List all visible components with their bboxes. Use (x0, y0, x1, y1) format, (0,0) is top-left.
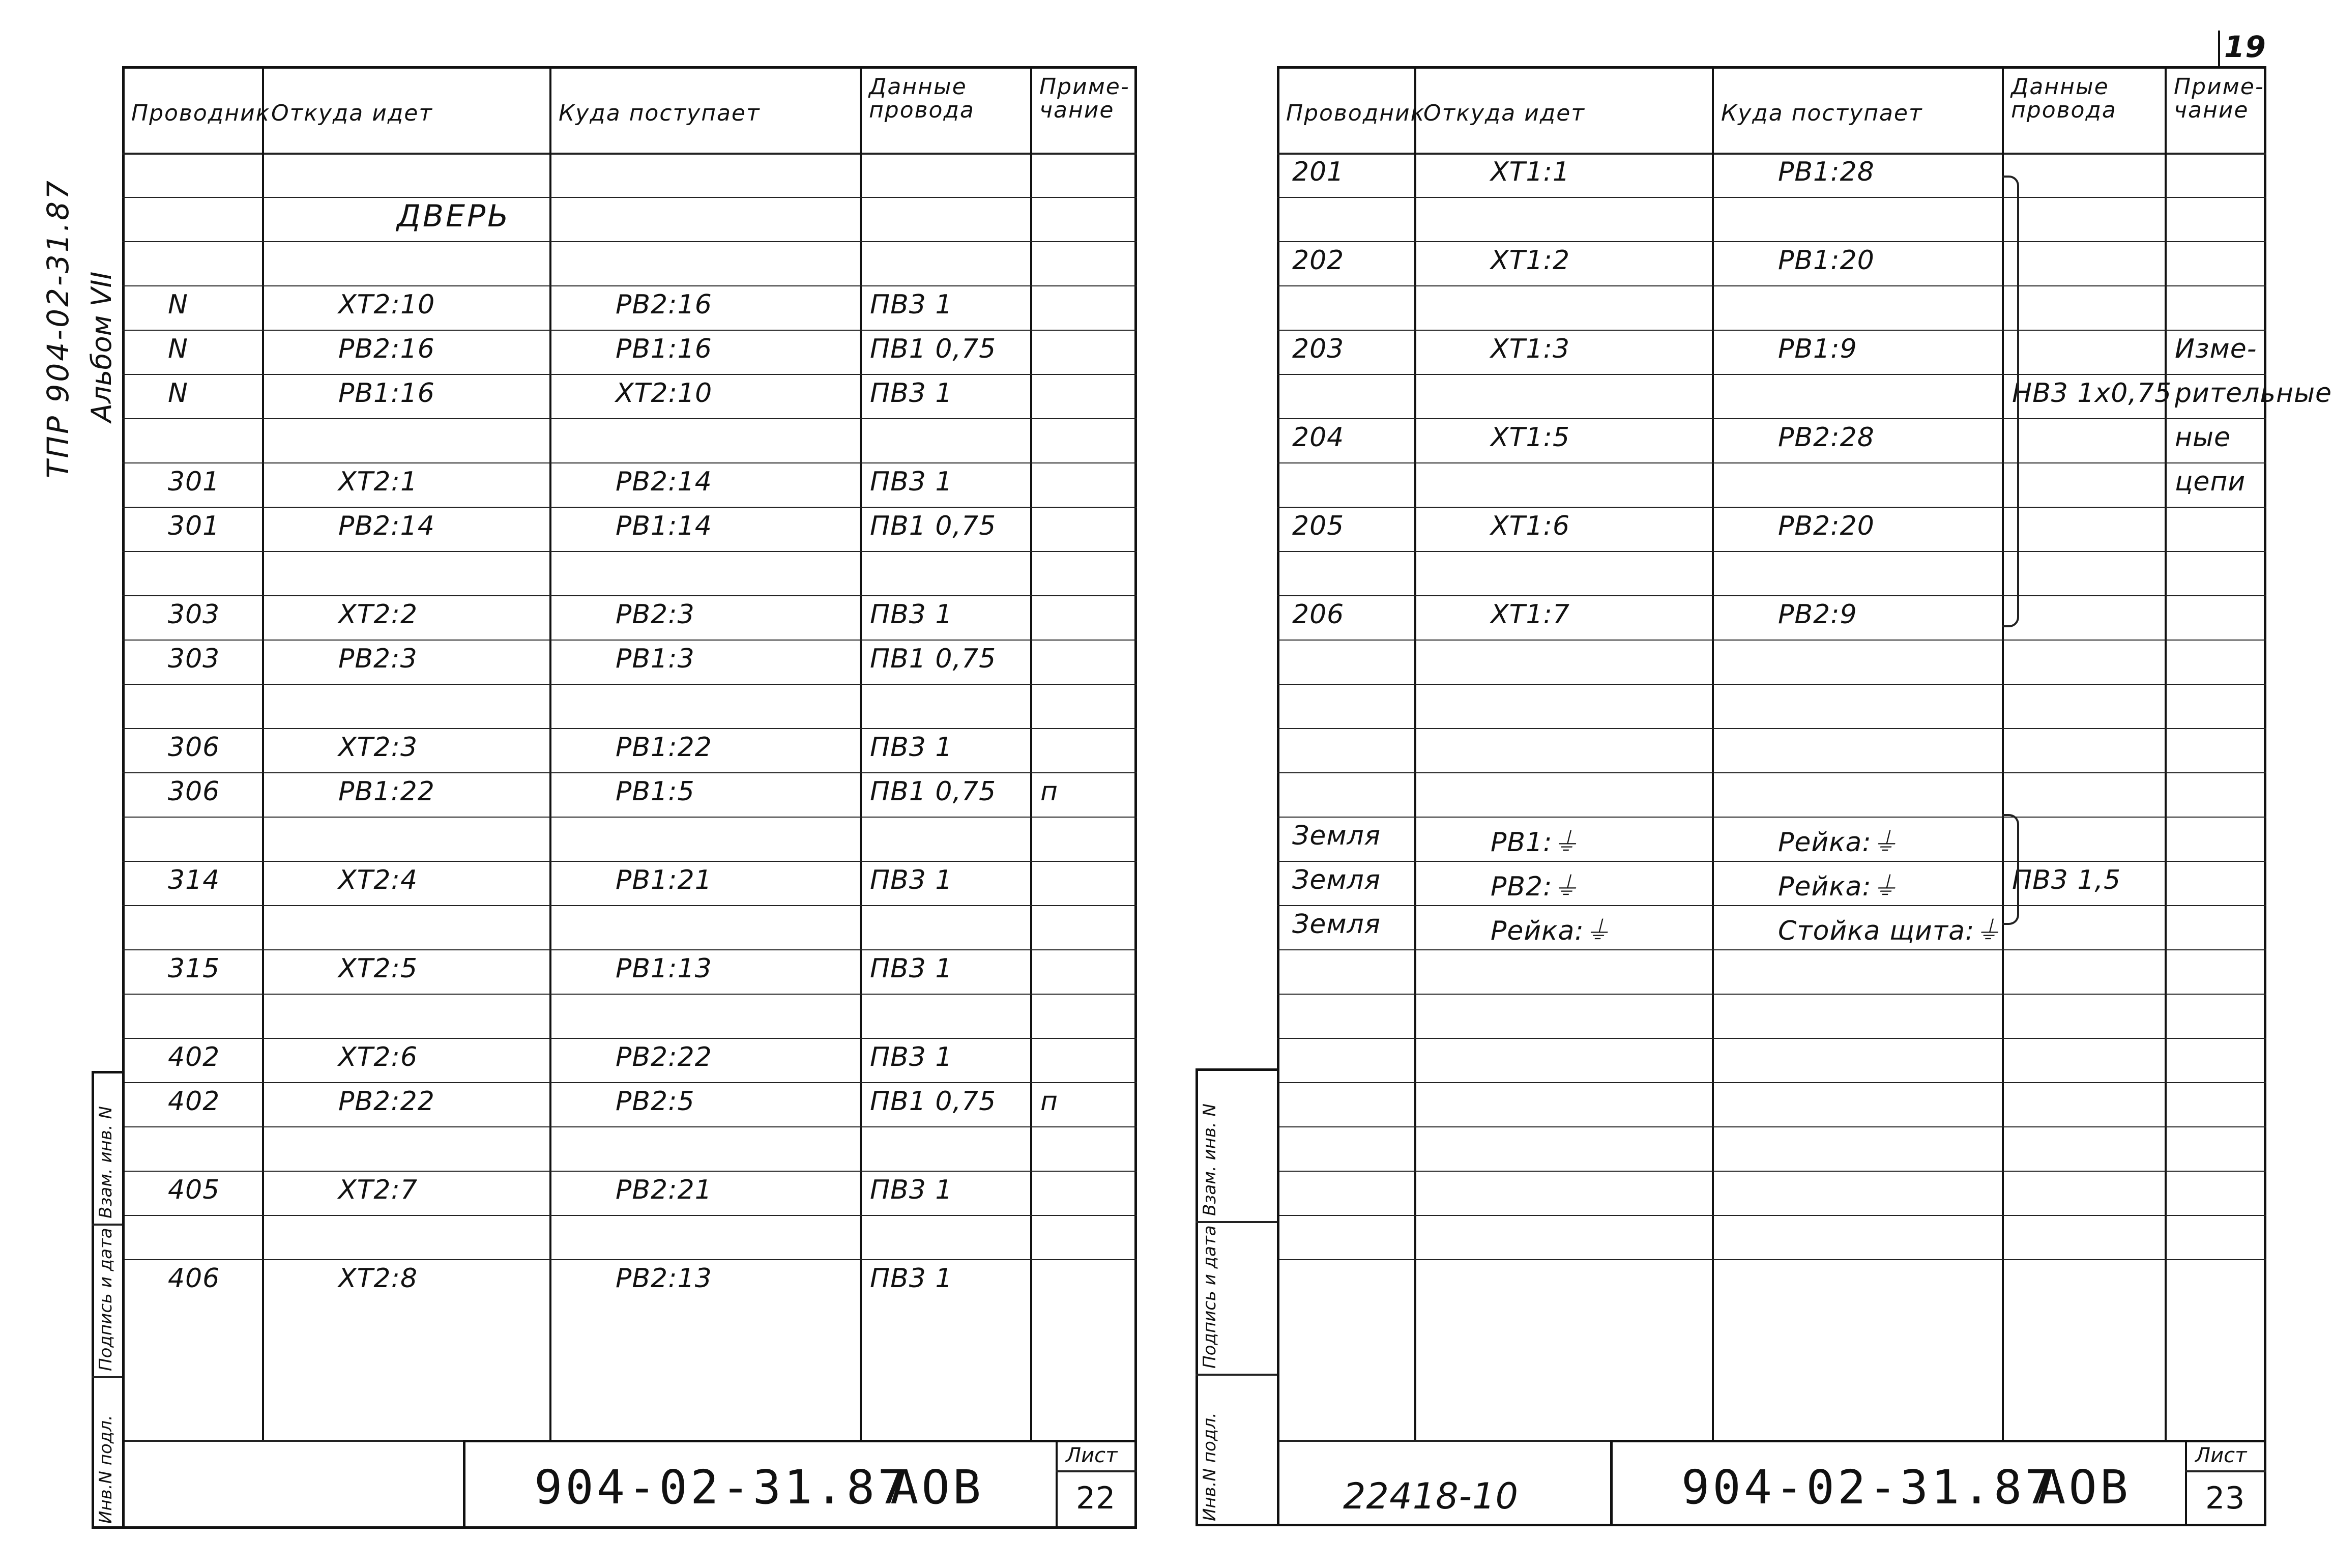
left-col-line (262, 66, 264, 1440)
right-row-line (1277, 418, 2266, 419)
right-row-line (1277, 772, 2266, 773)
right-doc-title: 904-02-31.87 (1681, 1460, 2056, 1515)
left-cell: ПВ3 1 (870, 467, 953, 497)
left-sheet-number: 22 (1076, 1480, 1116, 1516)
right-cell: PB2:20 (1778, 511, 1875, 541)
right-header-0: Проводник (1286, 100, 1425, 126)
left-cell: PB1:21 (616, 865, 712, 895)
right-cell: Рейка:⏚ (1778, 827, 1899, 858)
left-row-line (122, 197, 1137, 198)
left-cell: XT2:6 (338, 1042, 418, 1072)
right-row-line (1277, 197, 2266, 198)
left-cell: 406 (168, 1263, 220, 1294)
left-cell: PB1:16 (616, 334, 712, 364)
left-cell: XT2:3 (338, 732, 418, 763)
left-sheet-line (1056, 1470, 1137, 1472)
right-header-line (1277, 153, 2266, 155)
right-cell: PB1:20 (1778, 245, 1875, 276)
left-row-line (122, 330, 1137, 331)
right-stamp-label-0: Инв.N подл. (1200, 1412, 1220, 1521)
right-stamp-label-1: Подпись и дата (1200, 1225, 1220, 1369)
left-cell: PB2:21 (616, 1175, 712, 1205)
left-row-line (122, 1082, 1137, 1083)
right-row-line (1277, 374, 2266, 375)
left-row-line (122, 595, 1137, 596)
left-cell: 303 (168, 644, 220, 674)
left-cell: п (1040, 776, 1058, 807)
right-cell: Стойка щита:⏚ (1778, 916, 2002, 946)
right-cell: ные (2175, 422, 2231, 453)
right-row-line (1277, 1259, 2266, 1260)
right-cell: PB1:⏚ (1491, 827, 1580, 858)
right-sheet-number: 23 (2205, 1480, 2246, 1516)
left-stamp-label-0: Инв.N подл. (96, 1415, 116, 1524)
right-cell: 206 (1292, 599, 1345, 630)
left-row-line (122, 241, 1137, 242)
left-header-4: Приме- чание (1039, 74, 1130, 124)
right-row-line (1277, 1171, 2266, 1172)
left-cell: ПВ1 0,75 (870, 511, 997, 541)
left-cell: ПВ3 1 (870, 1042, 953, 1072)
left-row-line (122, 507, 1137, 508)
left-row-line (122, 551, 1137, 552)
right-cell: PB2:28 (1778, 422, 1875, 453)
left-cell: ПВ1 0,75 (870, 644, 997, 674)
left-row-line (122, 1259, 1137, 1260)
left-cell: PB2:16 (338, 334, 435, 364)
right-cell: 201 (1292, 157, 1345, 187)
left-cell: ПВ3 1 (870, 378, 953, 409)
right-inv-number: 22418-10 (1343, 1475, 1519, 1517)
right-header-1: Откуда идет (1423, 100, 1585, 126)
left-row-line (122, 994, 1137, 995)
left-cell: п (1040, 1086, 1058, 1117)
left-cell: PB2:13 (616, 1263, 712, 1294)
left-cell: PB1:13 (616, 953, 712, 984)
right-cell: PB1:9 (1778, 334, 1857, 364)
left-cell: XT2:8 (338, 1263, 418, 1294)
right-row-line (1277, 595, 2266, 596)
right-row-line (1277, 1038, 2266, 1039)
right-col-line (2165, 66, 2167, 1440)
left-doc-code: АОВ (890, 1460, 984, 1515)
left-cell: N (168, 334, 188, 364)
right-stamp-line (1196, 1221, 1277, 1223)
left-cell: ПВ1 0,75 (870, 1086, 997, 1117)
left-cell: XT2:7 (338, 1175, 418, 1205)
right-cell: Рейка:⏚ (1491, 916, 1611, 946)
right-cell: ПВ3 1,5 (2012, 865, 2121, 895)
left-cell: PB2:16 (616, 289, 712, 320)
left-side-code: ТПР 904-02-31.87 (41, 179, 75, 478)
left-cell: ПВ3 1 (870, 1263, 953, 1294)
left-header-1: Откуда идет (271, 100, 433, 126)
left-cell: ПВ1 0,75 (870, 334, 997, 364)
right-brace-ground (2002, 814, 2019, 925)
left-cell: 402 (168, 1086, 220, 1117)
right-cell: 203 (1292, 334, 1345, 364)
left-col-line (1030, 66, 1032, 1440)
right-page-tick (2218, 31, 2220, 66)
left-cell: XT2:10 (616, 378, 713, 409)
right-cell: XT1:3 (1491, 334, 1570, 364)
left-cell: PB2:3 (616, 599, 695, 630)
left-row-line (122, 462, 1137, 463)
left-row-line (122, 1171, 1137, 1172)
left-cell: PB2:14 (616, 467, 712, 497)
right-cell: рительные (2175, 378, 2332, 409)
right-col-line (1414, 66, 1416, 1440)
left-row-line (122, 772, 1137, 773)
right-stamp-label-2: Взам. инв. N (1200, 1104, 1220, 1216)
right-cell: НВ3 1х0,75 (2012, 378, 2172, 409)
right-row-line (1277, 728, 2266, 729)
right-row-line (1277, 551, 2266, 552)
left-cell: ПВ3 1 (870, 289, 953, 320)
left-header-line (122, 153, 1137, 155)
right-header-4: Приме- чание (2174, 74, 2264, 124)
right-cell: XT1:5 (1491, 422, 1570, 453)
left-cell: 303 (168, 599, 220, 630)
left-doc-title: 904-02-31.87 (534, 1460, 909, 1515)
right-cell: Изме- (2175, 334, 2257, 364)
right-row-line (1277, 1126, 2266, 1127)
right-brace-measuring (2002, 176, 2019, 627)
right-cell: XT1:7 (1491, 599, 1570, 630)
left-side-album: Альбом VII (85, 271, 118, 422)
left-cell: PB2:22 (616, 1042, 712, 1072)
left-cell: ПВ3 1 (870, 1175, 953, 1205)
left-cell: ПВ3 1 (870, 865, 953, 895)
right-row-line (1277, 905, 2266, 906)
left-sheet-sep (1056, 1440, 1058, 1529)
right-cell: 202 (1292, 245, 1345, 276)
right-page-number: 19 (2224, 30, 2266, 64)
right-row-line (1277, 330, 2266, 331)
left-cell: PB1:22 (616, 732, 712, 763)
right-row-line (1277, 640, 2266, 641)
right-cell: Рейка:⏚ (1778, 872, 1899, 902)
left-cell: 314 (168, 865, 220, 895)
right-cell: 205 (1292, 511, 1345, 541)
left-stamp-line (92, 1224, 122, 1226)
left-cell: 402 (168, 1042, 220, 1072)
right-row-line (1277, 817, 2266, 818)
left-row-line (122, 949, 1137, 950)
left-stamp-label-2: Взам. инв. N (96, 1106, 116, 1218)
right-row-line (1277, 285, 2266, 286)
left-row-line (122, 684, 1137, 685)
right-doc-code: АОВ (2037, 1460, 2132, 1515)
left-row-line (122, 817, 1137, 818)
right-stamp-line (1196, 1374, 1277, 1376)
right-row-line (1277, 241, 2266, 242)
right-header-2: Куда поступает (1721, 100, 1923, 126)
right-row-line (1277, 507, 2266, 508)
left-cell: 306 (168, 732, 220, 763)
left-cell: 315 (168, 953, 220, 984)
right-sheet-label: Лист (2195, 1444, 2247, 1467)
left-row-line (122, 374, 1137, 375)
left-cell: 301 (168, 511, 220, 541)
left-cell: PB1:3 (616, 644, 695, 674)
left-cell: XT2:4 (338, 865, 418, 895)
right-row-line (1277, 462, 2266, 463)
left-col-line (549, 66, 551, 1440)
right-sheet-sep (2185, 1440, 2187, 1526)
left-cell: N (168, 378, 188, 409)
left-cell: ПВ1 0,75 (870, 776, 997, 807)
left-cell: PB2:3 (338, 644, 418, 674)
left-header-3: Данные провода (869, 74, 975, 124)
left-section-door: ДВЕРЬ (397, 198, 511, 234)
right-cell: XT1:6 (1491, 511, 1570, 541)
left-cell: 405 (168, 1175, 220, 1205)
left-cell: XT2:1 (338, 467, 418, 497)
right-row-line (1277, 861, 2266, 862)
left-cell: PB1:14 (616, 511, 712, 541)
right-row-line (1277, 684, 2266, 685)
left-cell: PB2:5 (616, 1086, 695, 1117)
left-row-line (122, 905, 1137, 906)
left-cell: N (168, 289, 188, 320)
right-row-line (1277, 1082, 2266, 1083)
left-cell: 306 (168, 776, 220, 807)
left-row-line (122, 1126, 1137, 1127)
left-cell: ПВ3 1 (870, 732, 953, 763)
left-cell: ПВ3 1 (870, 953, 953, 984)
right-cell: PB2:⏚ (1491, 872, 1580, 902)
left-cell: PB2:14 (338, 511, 435, 541)
left-cell: PB1:22 (338, 776, 435, 807)
right-cell: PB2:9 (1778, 599, 1857, 630)
left-col-line (860, 66, 862, 1440)
left-sheet-label: Лист (1066, 1444, 1118, 1467)
left-cell: PB1:5 (616, 776, 695, 807)
left-row-line (122, 418, 1137, 419)
left-cell: PB1:16 (338, 378, 435, 409)
left-header-0: Проводник (131, 100, 271, 126)
left-header-2: Куда поступает (559, 100, 761, 126)
left-stamp-label-1: Подпись и дата (96, 1228, 116, 1371)
left-row-line (122, 1215, 1137, 1216)
left-cell: XT2:5 (338, 953, 418, 984)
right-row-line (1277, 949, 2266, 950)
left-row-line (122, 1038, 1137, 1039)
right-cell: Земля (1292, 909, 1381, 940)
left-cell: ПВ3 1 (870, 599, 953, 630)
right-cell: XT1:1 (1491, 157, 1570, 187)
left-stamp-line (92, 1376, 122, 1378)
right-cell: PB1:28 (1778, 157, 1875, 187)
right-header-3: Данные провода (2011, 74, 2117, 124)
right-row-line (1277, 1215, 2266, 1216)
left-cell: XT2:10 (338, 289, 435, 320)
left-row-line (122, 861, 1137, 862)
right-cell: Земля (1292, 865, 1381, 895)
left-row-line (122, 728, 1137, 729)
right-cell: цепи (2175, 467, 2246, 497)
left-row-line (122, 285, 1137, 286)
left-row-line (122, 640, 1137, 641)
right-cell: XT1:2 (1491, 245, 1570, 276)
right-row-line (1277, 994, 2266, 995)
right-col-line (1712, 66, 1714, 1440)
left-cell: XT2:2 (338, 599, 418, 630)
right-cell: Земля (1292, 821, 1381, 851)
right-cell: 204 (1292, 422, 1345, 453)
left-cell: PB2:22 (338, 1086, 435, 1117)
left-cell: 301 (168, 467, 220, 497)
right-sheet-line (2185, 1470, 2266, 1472)
